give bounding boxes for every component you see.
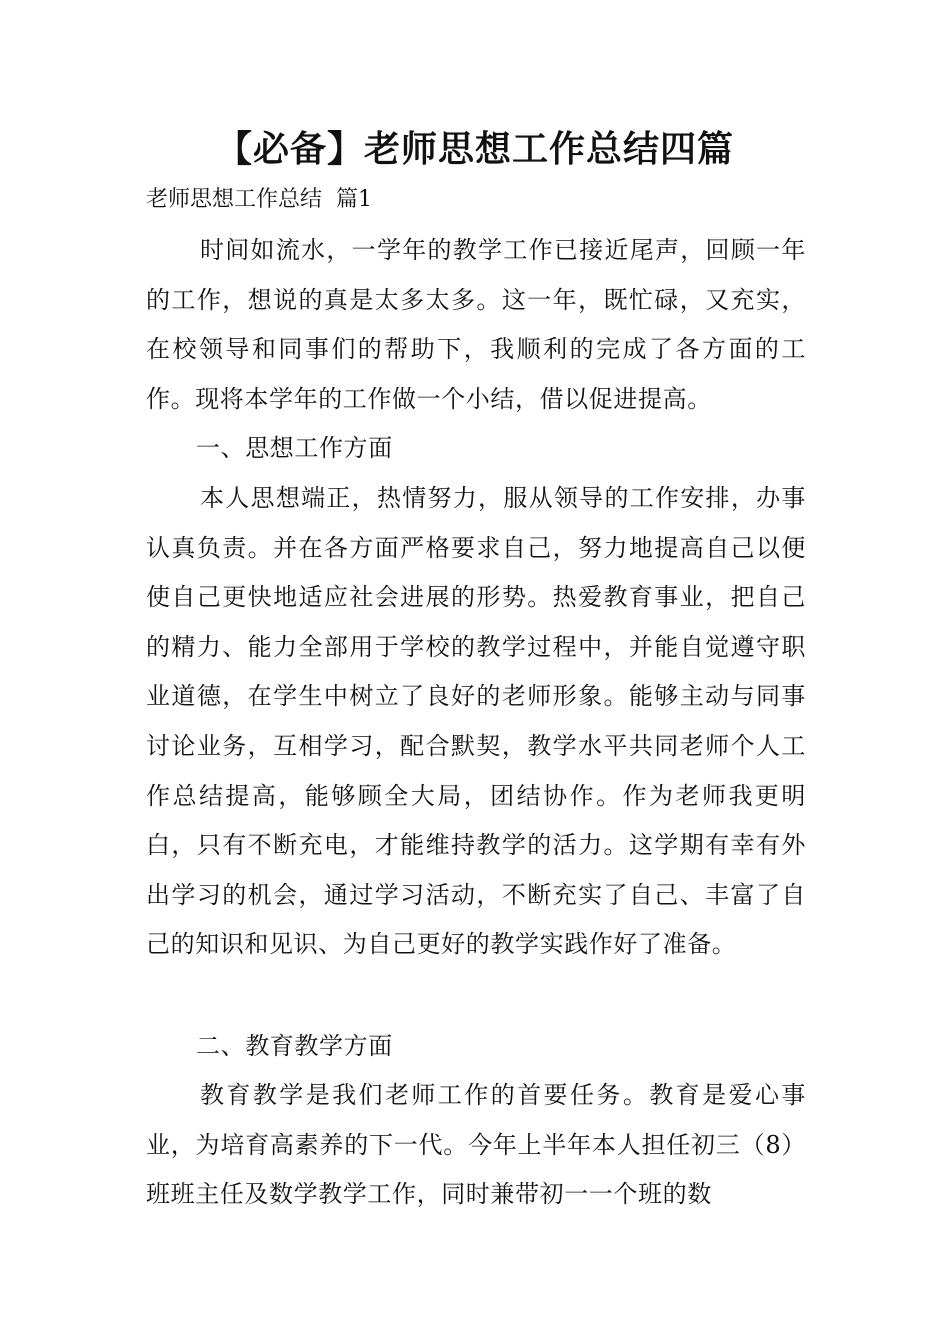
paragraph-intro: 时间如流水，一学年的教学工作已接近尾声，回顾一年的工作，想说的真是太多太多。这一年，既忙碌，又充实，在校领导和同事们的帮助下，我顺利的完成了各方面的工作。现将本学年的工作做一个小结，借以促进提高。 [146,236,806,413]
document-title: 【必备】老师思想工作总结四篇 [215,128,734,170]
paragraph-teaching: 教育教学是我们老师工作的首要任务。教育是爱心事业，为培育高素养的下一代。今年上半年本人担任初三（8）班班主任及数学教学工作，同时兼带初一一个班的数 [146,1081,806,1209]
subheading-teaching: 二、教育教学方面 [196,1032,393,1060]
section-heading: 老师思想工作总结 篇1 [146,187,372,212]
paragraph-thought-work: 本人思想端正，热情努力，服从领导的工作安排，办事认真负责。并在各方面严格要求自己，努力地提高自己以便使自己更快地适应社会进展的形势。热爱教育事业，把自己的精力、能力全部用于学校的教学过程中，并能自觉遵守职业道德，在学生中树立了良好的老师形象。能够主动与同事讨论业务，互相学习，配合默契，教学水平共同老师个人工作总结提高，能够顾全大局，团结协作。作为老师我更明白，只有不断充电，才能维持教学的活力。这学期有幸有外出学习的机会，通过学习活动，不断充实了自己、丰富了自己的知识和见识、为自己更好的教学实践作好了准备。 [146,484,806,959]
subheading-thought-work: 一、思想工作方面 [196,434,393,462]
